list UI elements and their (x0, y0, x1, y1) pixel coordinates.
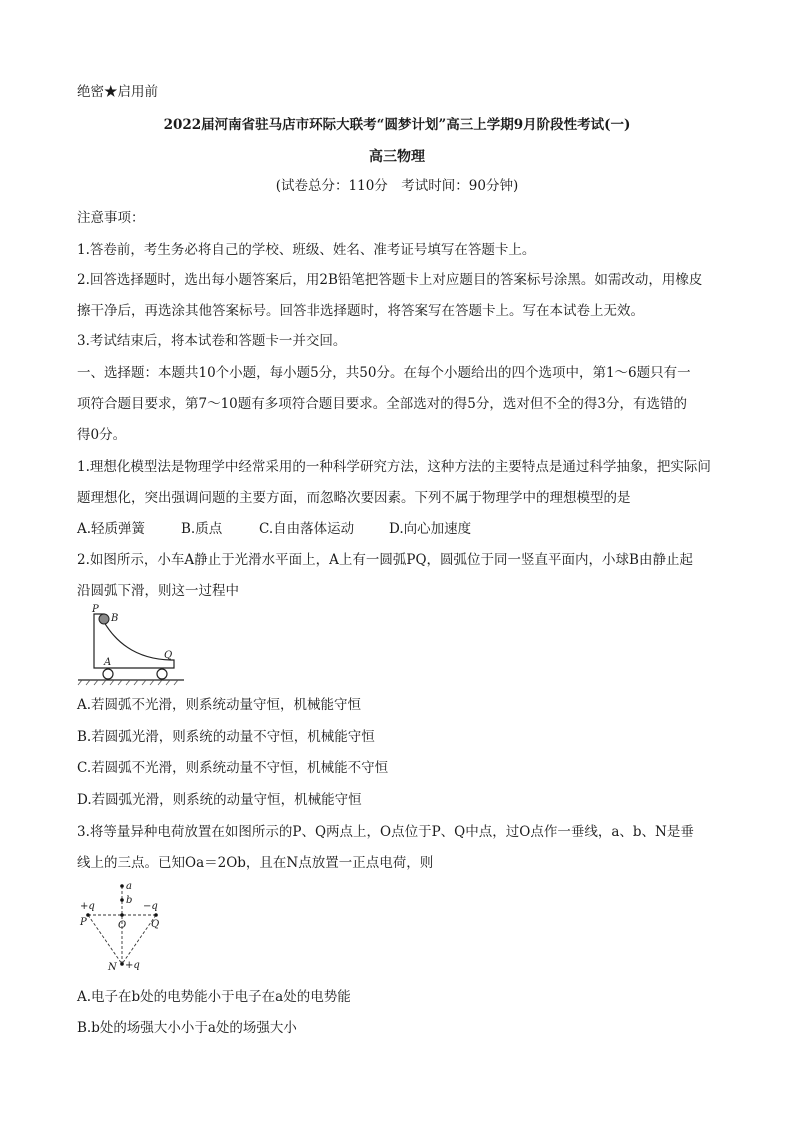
cart-wheel (157, 669, 167, 679)
notice-item-3: 3.考试结束后，将本试卷和答题卡一并交回。 (77, 333, 347, 349)
label-o: O (118, 920, 127, 931)
q2-option-a: A.若圆弧不光滑，则系统动量守恒，机械能守恒 (77, 697, 362, 713)
notice-item-2-line-1: 2.回答选择题时，选出每小题答案后，用2B铅笔把答题卡上对应题目的答案标号涂黑。如需改动，用橡皮 (77, 272, 703, 288)
label-q: Q (151, 919, 160, 930)
label-plus-q: +q (80, 901, 95, 912)
point-a (120, 884, 124, 888)
q1-option-a: A.轻质弹簧 (77, 521, 146, 537)
secret-label: 绝密★启用前 (77, 84, 158, 100)
q1-option-d: D.向心加速度 (389, 521, 472, 537)
label-b: b (126, 895, 133, 906)
exam-info: (试卷总分：110分 考试时间：90分钟) (275, 178, 519, 194)
q1-option-b: B.质点 (181, 521, 223, 537)
notice-item-1: 1.答卷前，考生务必将自己的学校、班级、姓名、准考证号填写在答题卡上。 (77, 242, 536, 258)
q2-option-d: D.若圆弧光滑，则系统的动量守恒，机械能守恒 (77, 792, 362, 808)
q3-option-b: B.b处的场强大小小于a处的场强大小 (77, 1020, 297, 1036)
cart-wheel (103, 669, 113, 679)
section1-line-3: 得0分。 (77, 427, 127, 443)
label-p: P (92, 604, 99, 615)
q2-option-b: B.若圆弧光滑，则系统的动量不守恒，机械能守恒 (77, 729, 375, 745)
point-o (120, 913, 124, 917)
q3-stem-line-1: 3.将等量异种电荷放置在如图所示的P、Q两点上，O点位于P、Q中点，过O点作一垂线，a、b、N是垂 (77, 824, 694, 840)
q3-option-a: A.电子在b处的电势能小于电子在a处的电势能 (77, 989, 351, 1005)
label-q: Q (164, 650, 173, 661)
q2-figure-cart-arc (76, 604, 186, 688)
q1-stem-line-1: 1.理想化模型法是物理学中经常采用的一种科学研究方法，这种方法的主要特点是通过科学抽象，把实际问 (77, 459, 711, 475)
q2-stem-line-1: 2.如图所示，小车A静止于光滑水平面上，A上有一圆弧PQ，圆弧位于同一竖直平面内，小球B由静止起 (77, 552, 693, 568)
q1-option-c: C.自由落体运动 (259, 521, 355, 537)
label-p: P (80, 917, 87, 928)
q3-figure-charges (76, 878, 166, 978)
point-b (120, 898, 124, 902)
exam-title: 2022届河南省驻马店市环际大联考“圆梦计划”高三上学期9月阶段性考试(一) (163, 117, 631, 133)
point-p (86, 913, 90, 917)
q1-options (77, 519, 471, 539)
notice-heading: 注意事项： (77, 210, 145, 226)
ball-b (99, 614, 109, 624)
q2-option-c: C.若圆弧不光滑，则系统动量不守恒，机械能不守恒 (77, 760, 389, 776)
q3-stem-line-2: 线上的三点。已知Oa＝2Ob，且在N点放置一正点电荷，则 (77, 855, 434, 871)
section1-line-1: 一、选择题：本题共10个小题，每小题5分，共50分。在每个小题给出的四个选项中，第1～6题只有一 (77, 365, 691, 381)
label-b: B (111, 613, 119, 624)
notice-item-2-line-2: 擦干净后，再选涂其他答案标号。回答非选择题时，将答案写在答题卡上。写在本试卷上无效。 (77, 303, 644, 319)
section1-line-2: 项符合题目要求，第7～10题有多项符合题目要求。全部选对的得5分，选对但不全的得3分，有选错的 (77, 396, 687, 412)
point-q (154, 913, 158, 917)
subject-title: 高三物理 (369, 149, 425, 165)
label-minus-q: −q (143, 901, 158, 912)
label-a: A (104, 657, 112, 668)
q1-stem-line-2: 题理想化，突出强调问题的主要方面，而忽略次要因素。下列不属于物理学中的理想模型的是 (77, 490, 631, 506)
q2-stem-line-2: 沿圆弧下滑，则这一过程中 (77, 583, 239, 599)
label-n-charge: +q (125, 960, 140, 971)
label-a: a (126, 881, 132, 892)
point-n (120, 962, 124, 966)
label-n: N (108, 962, 117, 973)
